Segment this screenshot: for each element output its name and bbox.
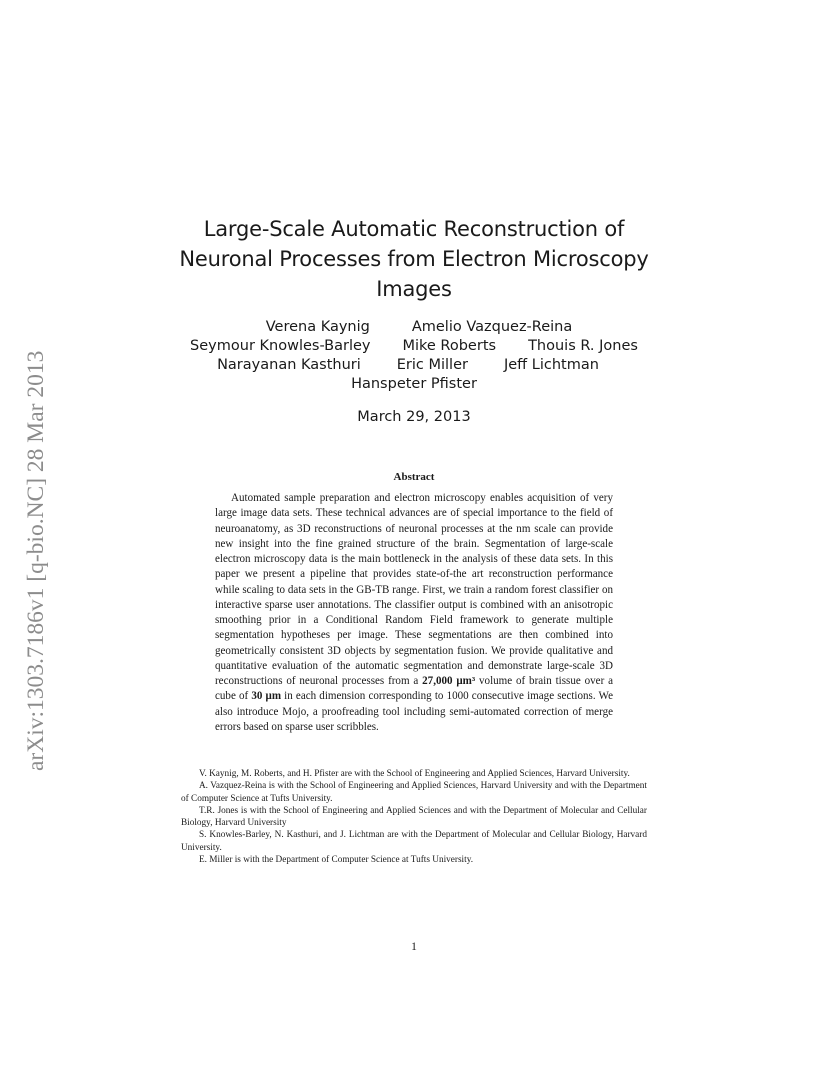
footnote: S. Knowles-Barley, N. Kasthuri, and J. Lichtman are with the Department of Molecular and Cellular Biology, Harvard University.	[181, 830, 647, 853]
author-list	[150, 318, 678, 394]
footnote: V. Kaynig, M. Roberts, and H. Pfister are with the School of Engineering and Applied Sciences, Harvard University.	[199, 769, 630, 779]
abstract-text-part: volume of brain tissue over a cube of	[215, 675, 613, 703]
author-row-1	[150, 318, 678, 337]
author-row-4	[150, 375, 678, 394]
footnote: A. Vazquez-Reina is with the School of Engineering and Applied Sciences, Harvard University and with the Department of Computer Science at Tufts University.	[181, 781, 647, 804]
publication-date: March 29, 2013	[357, 409, 471, 425]
author-name: Jeff Lichtman	[503, 357, 599, 373]
title-line-1: Large-Scale Automatic Reconstruction of	[203, 217, 625, 241]
page-number: 1	[411, 941, 417, 953]
abstract-bold-cube: 30 μm	[251, 690, 282, 703]
title-line-3: Images	[376, 277, 452, 301]
abstract-bold-volume: 27,000 μm³	[422, 675, 476, 687]
author-row-3	[150, 356, 678, 375]
footnote: T.R. Jones is with the School of Engineering and Applied Sciences and with the Department of Molecular and Cellular Biology, Harvard University	[181, 805, 647, 828]
abstract-text-part: Automated sample preparation and electron microscopy enables acquisition of very large image data sets. These technical advances are of special importance to the field of neuroanatomy, as 3D reconstructions of neuronal processes at the nm scale can provide new insight into the fine grained structure of the brain. Segmentation of large-scale electron microscopy data is the main bottleneck in the analysis of these data sets. In this paper we present a pipeline that provides state-of-the art reconstruction performance while scaling to data sets in the GB-TB range. First, we train a random forest classifier on interactive sparse user annotations. The classifier output is combined with an anisotropic smoothing prior in a Conditional Random Field framework to generate multiple segmentation hypotheses per image. These segmentations are then combined into geometrically consistent 3D objects by segmentation fusion. We provide qualitative and quantitative evaluation of the automatic segmentation and demonstrate large-scale 3D reconstructions of neuronal processes from a	[215, 492, 613, 687]
author-name: Verena Kaynig	[265, 319, 370, 335]
author-name: Amelio Vazquez-Reina	[411, 319, 573, 335]
author-row-2	[150, 337, 678, 356]
author-name: Hanspeter Pfister	[351, 376, 477, 392]
abstract-text	[215, 491, 613, 735]
abstract-heading: Abstract	[393, 471, 435, 483]
author-name: Thouis R. Jones	[528, 338, 638, 354]
paper-title	[150, 214, 678, 304]
author-name: Eric Miller	[396, 357, 468, 373]
arxiv-identifier-stamp: arXiv:1303.7186v1 [q-bio.NC] 28 Mar 2013	[23, 350, 49, 771]
abstract-text-part: in each dimension corresponding to 1000 consecutive image sections. We also introduce Mojo, a proofreading tool including semi-automated correction of merge errors based on sparse user scribbles.	[215, 690, 613, 733]
title-line-2: Neuronal Processes from Electron Microscopy	[179, 247, 649, 271]
affiliation-footnotes	[181, 768, 647, 866]
footnote: E. Miller is with the Department of Computer Science at Tufts University.	[199, 854, 474, 865]
author-name: Narayanan Kasthuri	[217, 357, 361, 373]
author-name: Mike Roberts	[402, 338, 497, 354]
author-name: Seymour Knowles-Barley	[190, 338, 371, 354]
